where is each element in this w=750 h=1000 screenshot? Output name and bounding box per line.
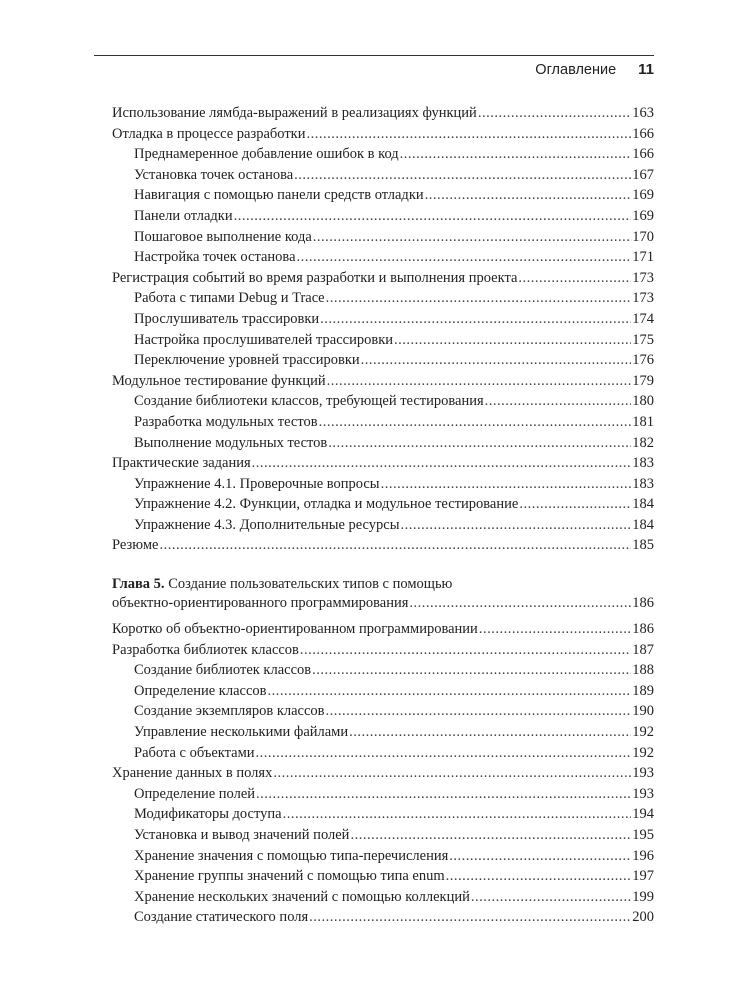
- toc-entry-page: 193: [632, 765, 654, 782]
- toc-entry: [112, 804, 654, 825]
- toc-entry-page: 173: [632, 269, 654, 286]
- toc-entry: [112, 722, 654, 743]
- dot-leader: [394, 330, 631, 351]
- toc-entry: [112, 103, 654, 124]
- toc-entry: [112, 640, 654, 661]
- toc-entry-title: Резюме: [112, 537, 159, 554]
- toc-entry-page: 180: [632, 393, 654, 410]
- toc-entry: [112, 227, 654, 248]
- toc-entry-title: Пошаговое выполнение кода: [134, 228, 312, 245]
- toc-entry-page: 167: [632, 166, 654, 183]
- dot-leader: [283, 804, 632, 825]
- toc-entry: [112, 763, 654, 784]
- toc-entry-title: Переключение уровней трассировки: [134, 352, 360, 369]
- toc-entry-title: Определение классов: [134, 682, 267, 699]
- toc-entry-title: Преднамеренное добавление ошибок в код: [134, 146, 399, 163]
- toc-entry-title: Создание библиотек классов: [134, 662, 312, 679]
- toc-entry: [112, 866, 654, 887]
- toc-entry: [112, 144, 654, 165]
- dot-leader: [381, 474, 632, 495]
- toc-entry-page: 186: [632, 621, 654, 638]
- toc-entry-page: 190: [632, 703, 654, 720]
- toc-entry: [112, 453, 654, 474]
- toc-entry-title: Отладка в процессе разработки: [112, 125, 306, 142]
- dot-leader: [350, 825, 631, 846]
- chapter-title-part2: объектно-ориентированного программирования: [112, 595, 409, 612]
- toc-entry-title: Установка и вывод значений полей: [134, 827, 350, 843]
- toc-entry: [112, 433, 654, 454]
- toc-entry-page: 175: [632, 331, 654, 348]
- dot-leader: [252, 453, 632, 474]
- toc-entry: [112, 825, 654, 846]
- dot-leader: [425, 185, 632, 206]
- toc-entry: [112, 619, 654, 640]
- toc-entry-title: Разработка модульных тестов: [134, 413, 318, 430]
- toc-entry-page: 187: [632, 641, 654, 658]
- toc-entry-page: 163: [632, 105, 654, 121]
- toc-entry-page: 169: [632, 187, 654, 204]
- toc-entry-title: Модульное тестирование функций: [112, 372, 326, 389]
- toc-entry-page: 199: [632, 888, 654, 905]
- toc-entry-page: 183: [632, 455, 654, 472]
- dot-leader: [327, 371, 632, 392]
- dot-leader: [326, 701, 632, 722]
- dot-leader: [361, 350, 632, 371]
- dot-leader: [319, 412, 632, 433]
- chapter-label: Глава 5.: [112, 576, 165, 593]
- dot-leader: [313, 227, 631, 248]
- toc-entry-title: Использование лямбда-выражений в реализациях функций: [112, 105, 477, 121]
- dot-leader: [485, 391, 632, 412]
- toc-entry: [112, 288, 654, 309]
- toc-entry: [112, 660, 654, 681]
- header-rule: [94, 55, 654, 56]
- toc-entry-page: 197: [632, 868, 654, 885]
- toc-entry: [112, 515, 654, 536]
- toc-entry-title: Упражнение 4.3. Дополнительные ресурсы: [134, 516, 400, 533]
- toc-entry-title: Хранение данных в полях: [112, 765, 273, 782]
- dot-leader: [306, 124, 631, 145]
- toc-entry-page: 173: [632, 290, 654, 307]
- toc-entry-page: 166: [632, 146, 654, 163]
- toc-entry-page: 184: [632, 496, 654, 513]
- chapter-title-part1: Создание пользовательских типов с помощью: [168, 576, 453, 593]
- dot-leader: [267, 681, 631, 702]
- toc-entry-title: Хранение значения с помощью типа-перечисления: [134, 847, 449, 864]
- toc-entry-page: 171: [632, 249, 654, 266]
- dot-leader: [273, 763, 631, 784]
- toc-entry-title: Настройка точек останова: [134, 249, 296, 266]
- toc-entry-title: Настройка прослушивателей трассировки: [134, 331, 393, 348]
- chapter-page-number: 186: [632, 595, 654, 612]
- toc-entry-title: Работа с объектами: [134, 744, 255, 761]
- toc-entry-page: 192: [632, 744, 654, 761]
- dot-leader: [256, 784, 631, 805]
- toc-entry: [112, 887, 654, 908]
- dot-leader: [446, 866, 632, 887]
- toc-entry-page: 192: [632, 724, 654, 741]
- page-number: 11: [638, 61, 654, 78]
- toc-entry-page: 179: [632, 372, 654, 389]
- dot-leader: [479, 619, 631, 640]
- toc-entry-title: Практические задания: [112, 455, 251, 472]
- dot-leader: [471, 887, 631, 908]
- toc-entry-title: Работа с типами Debug и Trace: [134, 290, 325, 307]
- toc-entry-title: Создание статического поля: [134, 909, 309, 926]
- toc-entry: [112, 743, 654, 764]
- toc-entry-title: Создание экземпляров классов: [134, 703, 325, 720]
- toc-entry: [112, 412, 654, 433]
- dot-leader: [320, 309, 631, 330]
- toc-entry-title: Навигация с помощью панели средств отладки: [134, 187, 424, 204]
- toc-section-chapter4: [112, 103, 654, 556]
- chapter-heading: [112, 575, 654, 619]
- toc-entry-page: 169: [632, 207, 654, 224]
- dot-leader: [256, 743, 632, 764]
- toc-entry: [112, 494, 654, 515]
- chapter-title-line2: [112, 594, 654, 613]
- toc-entry: [112, 784, 654, 805]
- toc-section-chapter5: [112, 619, 654, 928]
- running-head: [94, 61, 654, 78]
- toc-entry-page: 166: [632, 125, 654, 142]
- toc-entry: [112, 124, 654, 145]
- toc-entry-page: 181: [632, 413, 654, 430]
- toc-entry-title: Модификаторы доступа: [134, 806, 282, 823]
- toc-entry: [112, 535, 654, 556]
- dot-leader: [409, 594, 631, 613]
- toc-entry-title: Регистрация событий во время разработки и выполнения проекта: [112, 269, 518, 286]
- toc-entry-page: 200: [632, 909, 654, 926]
- dot-leader: [294, 165, 631, 186]
- toc-entry: [112, 247, 654, 268]
- toc-entry: [112, 681, 654, 702]
- toc-entry-title: Упражнение 4.2. Функции, отладка и модульное тестирование: [134, 496, 519, 513]
- toc-entry-title: Упражнение 4.1. Проверочные вопросы: [134, 475, 380, 492]
- toc-entry-title: Создание библиотеки классов, требующей тестирования: [134, 393, 484, 410]
- toc-entry-page: 184: [632, 516, 654, 533]
- toc-entry-title: Разработка библиотек классов: [112, 641, 299, 658]
- toc-entry-title: Хранение группы значений с помощью типа enum: [134, 868, 445, 885]
- toc-entry-page: 196: [632, 847, 654, 864]
- toc-entry: [112, 268, 654, 289]
- toc-entry-title: Коротко об объектно-ориентированном программировании: [112, 621, 478, 638]
- toc-entry-page: 194: [632, 806, 654, 823]
- toc-entry-title: Хранение нескольких значений с помощью коллекций: [134, 888, 470, 905]
- table-of-contents: [112, 103, 654, 928]
- chapter-title-line1: [112, 575, 654, 594]
- toc-entry: [112, 846, 654, 867]
- dot-leader: [312, 660, 631, 681]
- toc-entry-title: Прослушиватель трассировки: [134, 310, 320, 327]
- toc-entry-page: 195: [632, 827, 654, 843]
- chapter-gap: [112, 556, 654, 575]
- toc-entry-page: 188: [632, 662, 654, 679]
- toc-entry: [112, 371, 654, 392]
- dot-leader: [478, 103, 631, 124]
- toc-entry-page: 183: [632, 475, 654, 492]
- toc-entry: [112, 391, 654, 412]
- toc-entry: [112, 350, 654, 371]
- toc-entry-page: 174: [632, 310, 654, 327]
- toc-entry-page: 182: [632, 434, 654, 451]
- toc-entry-title: Определение полей: [134, 785, 256, 802]
- toc-entry-page: 185: [632, 537, 654, 554]
- dot-leader: [519, 494, 631, 515]
- toc-entry: [112, 185, 654, 206]
- dot-leader: [297, 247, 632, 268]
- toc-entry: [112, 206, 654, 227]
- toc-entry-page: 189: [632, 682, 654, 699]
- dot-leader: [400, 515, 631, 536]
- dot-leader: [400, 144, 632, 165]
- dot-leader: [518, 268, 631, 289]
- toc-entry-page: 176: [632, 352, 654, 369]
- toc-entry: [112, 165, 654, 186]
- dot-leader: [328, 433, 631, 454]
- toc-entry-page: 193: [632, 785, 654, 802]
- toc-entry-title: Выполнение модульных тестов: [134, 434, 328, 451]
- dot-leader: [349, 722, 631, 743]
- toc-entry: [112, 474, 654, 495]
- dot-leader: [159, 535, 631, 556]
- toc-entry: [112, 330, 654, 351]
- dot-leader: [309, 907, 631, 928]
- dot-leader: [326, 288, 632, 309]
- dot-leader: [300, 640, 631, 661]
- toc-entry-page: 170: [632, 228, 654, 245]
- running-title: Оглавление: [535, 62, 617, 78]
- toc-entry-title: Панели отладки: [134, 207, 233, 224]
- toc-entry: [112, 701, 654, 722]
- dot-leader: [234, 206, 632, 227]
- toc-entry: [112, 907, 654, 928]
- dot-leader: [449, 846, 631, 867]
- toc-entry: [112, 309, 654, 330]
- toc-entry-title: Установка точек останова: [134, 166, 294, 183]
- toc-entry-title: Управление несколькими файлами: [134, 724, 349, 741]
